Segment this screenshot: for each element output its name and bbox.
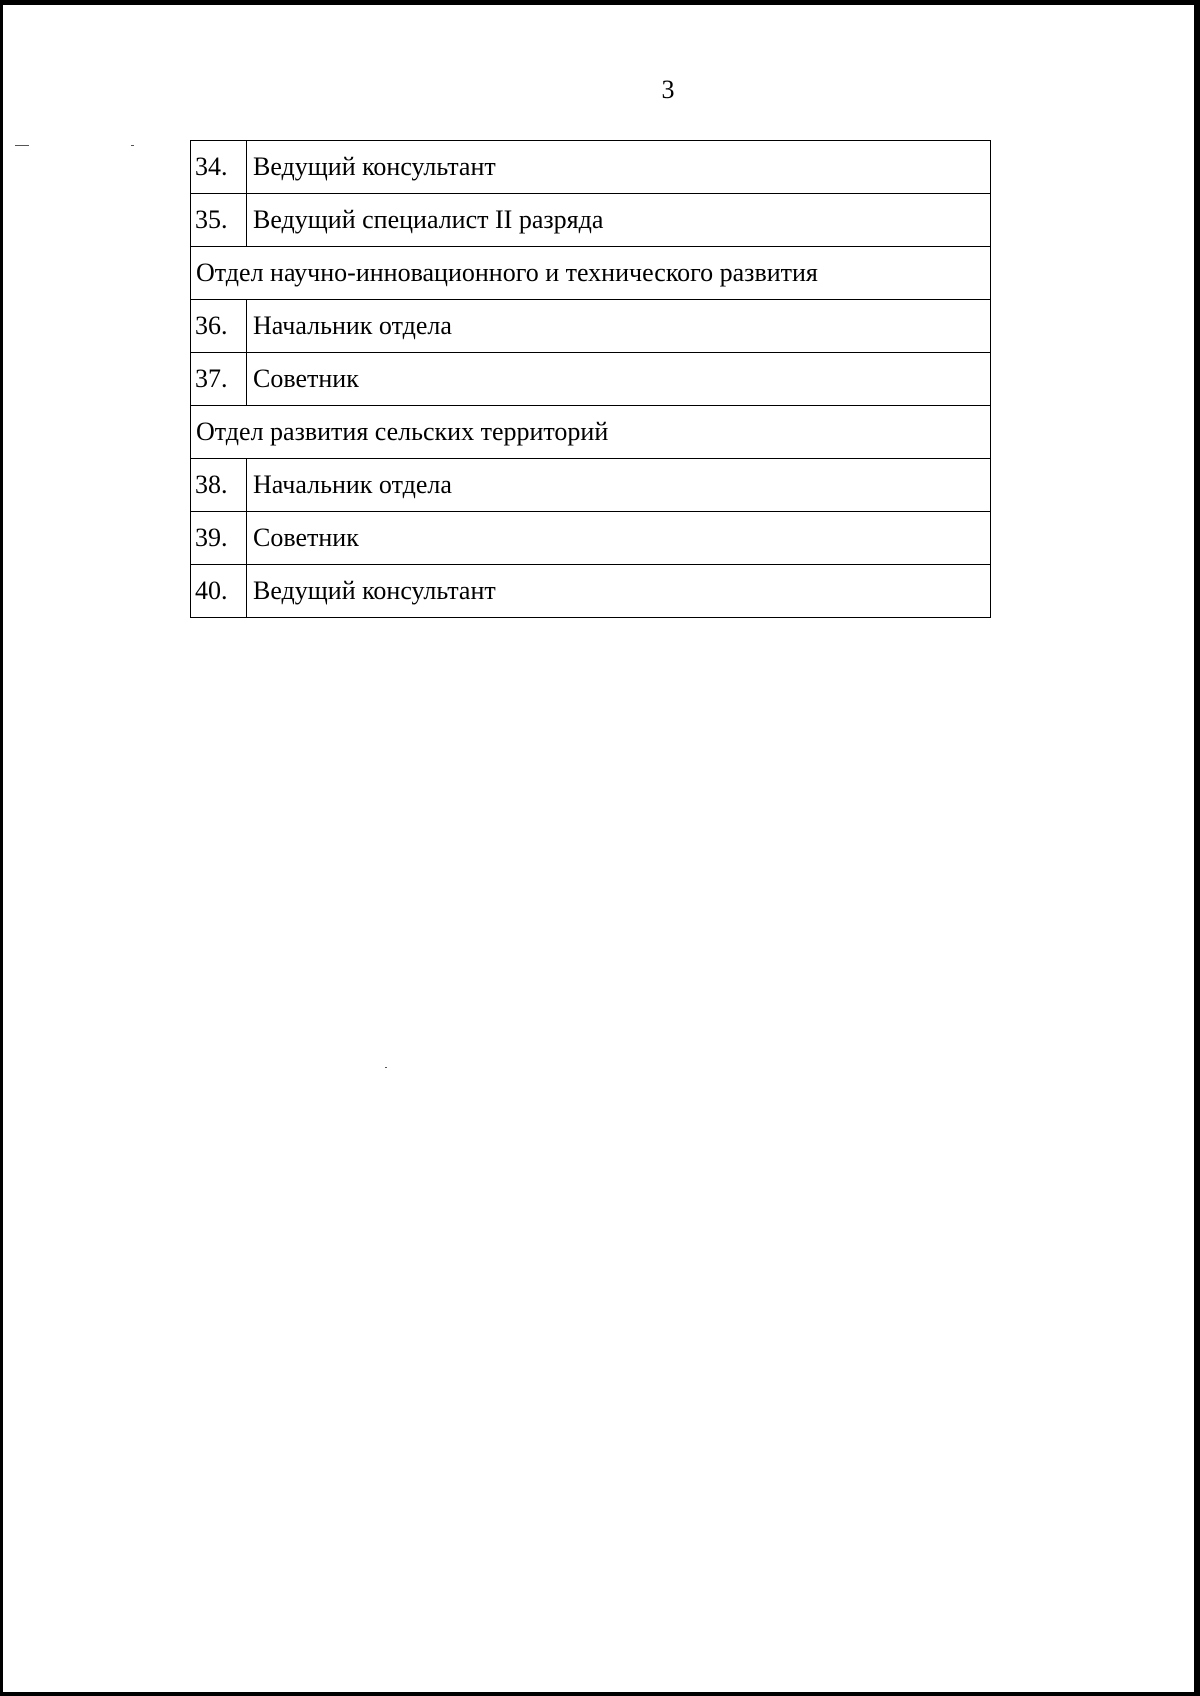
position-title: Ведущий специалист II разряда bbox=[247, 194, 991, 247]
row-number: 38. bbox=[191, 459, 247, 512]
scan-speck bbox=[131, 145, 134, 146]
table-row bbox=[191, 141, 991, 194]
table-row bbox=[191, 512, 991, 565]
table-row bbox=[191, 459, 991, 512]
scan-speck bbox=[385, 1067, 387, 1068]
table-row bbox=[191, 300, 991, 353]
table-row bbox=[191, 194, 991, 247]
position-title: Начальник отдела bbox=[247, 459, 991, 512]
section-title: Отдел научно-инновационного и технического развития bbox=[191, 247, 991, 300]
position-title: Ведущий консультант bbox=[247, 565, 991, 618]
position-title: Начальник отдела bbox=[247, 300, 991, 353]
scan-speck bbox=[15, 145, 29, 146]
position-title: Ведущий консультант bbox=[247, 141, 991, 194]
section-title: Отдел развития сельских территорий bbox=[191, 406, 991, 459]
section-row bbox=[191, 406, 991, 459]
row-number: 36. bbox=[191, 300, 247, 353]
row-number: 34. bbox=[191, 141, 247, 194]
row-number: 37. bbox=[191, 353, 247, 406]
row-number: 40. bbox=[191, 565, 247, 618]
positions-table bbox=[190, 140, 991, 618]
position-title: Советник bbox=[247, 353, 991, 406]
table-row bbox=[191, 353, 991, 406]
table-row bbox=[191, 565, 991, 618]
row-number: 35. bbox=[191, 194, 247, 247]
section-row bbox=[191, 247, 991, 300]
page-number: 3 bbox=[661, 75, 675, 104]
row-number: 39. bbox=[191, 512, 247, 565]
position-title: Советник bbox=[247, 512, 991, 565]
